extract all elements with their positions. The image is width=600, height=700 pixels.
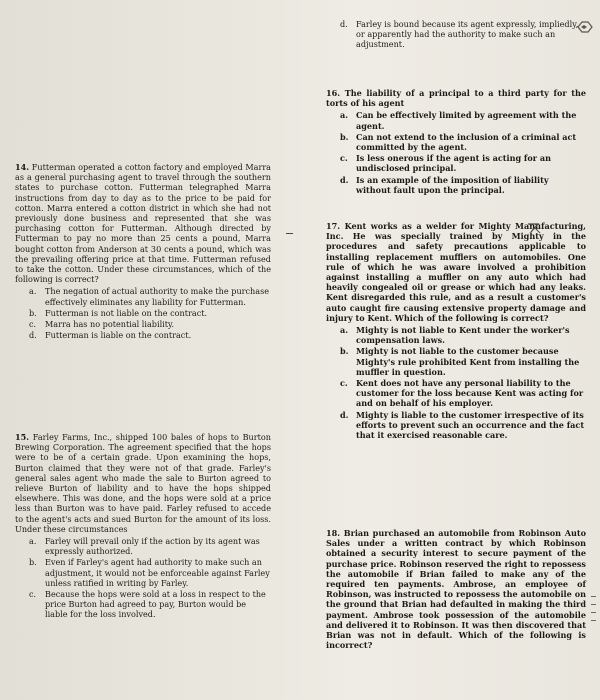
- question-number: 18.: [326, 528, 341, 538]
- option-text: Because the hops were sold at a loss in respect to the price Burton had agreed to pay, Burton would be liable for the loss involved.: [45, 589, 266, 620]
- option-a[interactable]: [326, 325, 586, 345]
- option-letter: d.: [340, 174, 349, 185]
- option-text: Futterman is not liable on the contract.: [45, 307, 208, 318]
- option-letter: c.: [340, 378, 348, 389]
- option-d[interactable]: [326, 175, 586, 195]
- option-text: Even if Farley's agent had authority to make such an adjustment, it would not be enforceable against Farley unless ratified in writing by Farley.: [45, 557, 270, 588]
- option-letter: a.: [29, 536, 37, 547]
- option-letter: a.: [340, 110, 349, 121]
- question-18: [326, 528, 586, 650]
- question-16: [326, 88, 586, 195]
- option-text: Kent does not have any personal liability to the customer for the loss because Kent was acting for and on behalf of his employer.: [356, 378, 584, 409]
- option-b[interactable]: [326, 132, 586, 152]
- question-17: [326, 221, 586, 440]
- handwritten-mark-icon: [526, 221, 542, 235]
- option-text: Is less onerous if the agent is acting for an undisclosed principal.: [356, 153, 552, 174]
- margin-ticks-icon: [591, 596, 597, 626]
- option-text: Can not extend to the inclusion of a criminal act committed by the agent.: [356, 131, 577, 153]
- question-number: 14.: [15, 162, 30, 172]
- option-a[interactable]: [15, 536, 271, 556]
- option-letter: b.: [340, 346, 349, 357]
- question-14: [15, 162, 271, 340]
- right-column-q17: [326, 221, 586, 450]
- option-text: The negation of actual authority to make the purchase effectively eliminates any liability for Futterman.: [45, 286, 270, 307]
- question-15: [15, 432, 271, 620]
- answer-key-badge-icon: [576, 20, 594, 34]
- option-a[interactable]: [326, 110, 586, 130]
- option-a[interactable]: [15, 286, 271, 306]
- option-letter: b.: [340, 131, 349, 142]
- question-stem: Farley Farms, Inc., shipped 100 bales of hops to Burton Brewing Corporation. The agreement specified that the hops were to be of a certain grade. Upon examining the hops, Burton claimed that they were not of that grade. Farley's general sales agent who made the sale to Burton agreed to relieve Burton of liability and to have the hops shipped elsewhere. This was done, and the hops were sold at a price less than Burton was to have paid. Farley refused to accede to the agent's acts and sued Burton for the amount of its loss. Under these circumstances: [15, 432, 271, 534]
- option-letter: c.: [29, 589, 37, 600]
- option-text: Farley is bound because its agent expressly, impliedly, or apparently had the authority to make such an adjustment.: [356, 19, 579, 50]
- option-c[interactable]: [15, 589, 271, 620]
- question-stem: Kent works as a welder for Mighty Manufacturing, Inc. He was specially trained by Mighty in the procedures and safety precautions applicable to installing replacement mufflers on automobiles. One rule of which he was aware involved a prohibition against installing a muffler on any auto which had heavily congealed oil or grease or which had any leaks. Kent disregarded this rule, and as a result a customer's auto caught fire causing extensive property damage and injury to Kent. Which of the following is correct?: [326, 221, 586, 323]
- question-stem: Brian purchased an automobile from Robinson Auto Sales under a written contract by which Robinson obtained a security interest to secure payment of the purchase price. Robinson reserved the right to repossess the automobile if Brian failed to make any of the required ten payments. Ambrose, an employee of Robinson, was instructed to repossess the automobile on the ground that Brian had defaulted in making the third payment. Ambrose took possession of the automobile and delivered it to Robinson. It was then discovered that Brian was not in default. Which of the following is incorrect?: [326, 528, 586, 651]
- option-d[interactable]: [326, 410, 586, 441]
- options-list: [326, 110, 586, 195]
- options-list: [15, 536, 271, 620]
- option-text: Mighty is not liable to Kent under the worker's compensation laws.: [356, 325, 570, 346]
- question-number: 17.: [326, 221, 341, 231]
- option-text: Can be effectively limited by agreement with the agent.: [356, 110, 577, 131]
- option-letter: b.: [29, 557, 37, 568]
- question-number: 16.: [326, 88, 341, 98]
- question-number: 15.: [15, 432, 30, 442]
- option-c[interactable]: [326, 153, 586, 173]
- right-column-q18: [326, 528, 586, 660]
- margin-dash-icon: [286, 233, 293, 234]
- right-column-q16: [326, 88, 586, 205]
- option-letter: d.: [29, 330, 37, 341]
- option-text: Farley will prevail only if the action by its agent was expressly authorized.: [45, 536, 260, 557]
- option-letter: d.: [340, 409, 349, 420]
- option-d[interactable]: [15, 330, 271, 340]
- option-d-q15[interactable]: [326, 19, 586, 50]
- option-c[interactable]: [15, 319, 271, 329]
- option-text: Marra has no potential liability.: [45, 319, 175, 330]
- question-stem: Futterman operated a cotton factory and employed Marra as a general purchasing agent to travel through the southern states to purchase cotton. Futterman telegraphed Marra instructions from day to day as to the price to be paid for cotton. Marra entered a cotton district in which she had not previously done business and represented that she was purchasing cotton for Futterman. Although directed by Futterman to pay no more than 25 cents a pound, Marra bought cotton from Anderson at 30 cents a pound, which was the prevailing offering price at that time. Futterman refused to take the cotton. Under these circumstances, which of the following is correct?: [15, 162, 272, 285]
- options-list: [15, 286, 271, 340]
- option-letter: c.: [29, 319, 37, 330]
- question-stem: The liability of a principal to a third party for the torts of his agent: [326, 88, 586, 109]
- option-b[interactable]: [15, 557, 271, 588]
- left-column: [15, 162, 271, 350]
- option-text: Mighty is not liable to the customer because Mighty's rule prohibited Kent from installing the muffler in question.: [356, 346, 580, 377]
- option-letter: b.: [29, 307, 37, 318]
- option-b[interactable]: [15, 308, 271, 318]
- option-letter: a.: [340, 325, 349, 336]
- option-text: Is an example of the imposition of liability without fault upon the principal.: [356, 174, 549, 195]
- option-b[interactable]: [326, 346, 586, 377]
- option-letter: c.: [340, 153, 348, 164]
- options-list: [326, 325, 586, 440]
- left-column-lower: [15, 432, 271, 630]
- right-column-top: [326, 18, 586, 51]
- option-text: Mighty is liable to the customer irrespective of its efforts to prevent such an occurrence and the fact that it exercised reasonable care.: [356, 409, 585, 441]
- option-letter: d.: [340, 19, 348, 29]
- option-text: Futterman is liable on the contract.: [45, 330, 192, 341]
- option-letter: a.: [29, 286, 37, 297]
- option-c[interactable]: [326, 378, 586, 409]
